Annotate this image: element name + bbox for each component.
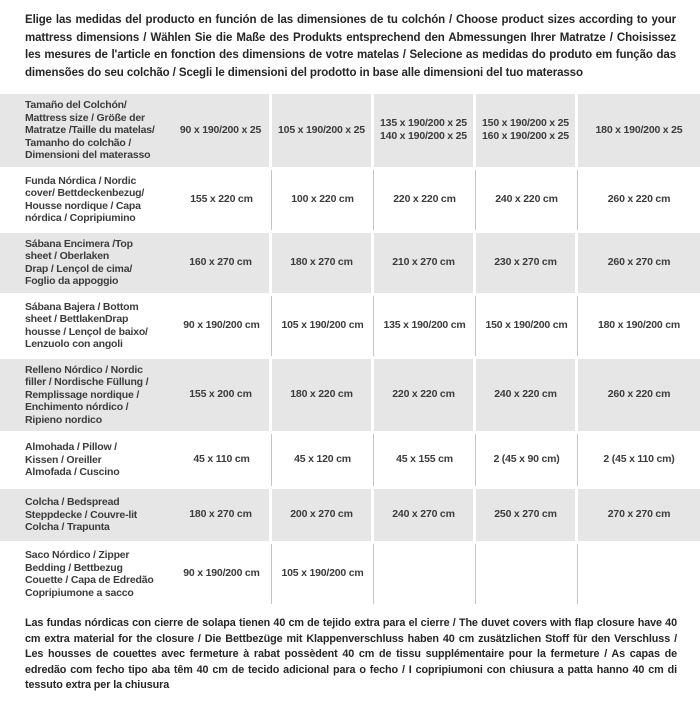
size-cell (476, 544, 578, 604)
size-cell: 155 x 220 cm (172, 170, 272, 230)
table-row (0, 94, 700, 167)
size-cell: 200 x 270 cm (272, 489, 374, 541)
size-cell: 210 x 270 cm (374, 233, 476, 293)
size-cell: 105 x 190/200 cm (272, 544, 374, 604)
size-cell: 135 x 190/200 cm (374, 296, 476, 356)
size-cell: 240 x 220 cm (476, 359, 578, 432)
size-cell: 100 x 220 cm (272, 170, 374, 230)
table-row (0, 489, 700, 541)
size-cell: 270 x 270 cm (578, 489, 700, 541)
size-cell: 240 x 220 cm (476, 170, 578, 230)
size-cell: 105 x 190/200 cm (272, 296, 374, 356)
table-row (0, 359, 700, 432)
size-cell: 180 x 270 cm (272, 233, 374, 293)
size-cell: 220 x 220 cm (374, 359, 476, 432)
size-cell: 45 x 110 cm (172, 434, 272, 486)
footnote-text: Las fundas nórdicas con cierre de solapa tienen 40 cm de tejido extra para el cierre / The duvet covers with flap closure have 40 cm extra material for the closure / Die Bettbezüge mit Klappenverschluss haben 40 cm zusätzlichen Stoff für den Verschluss / Les housses de couettes avec fermeture à rabat possèdent 40 cm de tissu supplémentaire pour la fermeture / As capas de edredão com fecho tipo aba têm 40 cm de tecido adicional para o fecho / I copripiumoni con chiusura a patta hanno 40 cm di tessuto extra per la chiusura (25, 617, 677, 691)
row-label: Almohada / Pillow / Kissen / Oreiller Almofada / Cuscino (0, 434, 172, 486)
table-row (0, 434, 700, 486)
row-label: Tamaño del Colchón/ Mattress size / Größe der Matratze /Taille du matelas/ Tamanho do colchão / Dimensioni del materasso (0, 94, 172, 167)
size-cell (578, 544, 700, 604)
size-table (0, 91, 700, 607)
size-cell: 160 x 270 cm (172, 233, 272, 293)
row-label: Saco Nórdico / Zipper Bedding / Bettbezug Couette / Capa de Edredão Copripiumone a sacco (0, 544, 172, 604)
table-row (0, 170, 700, 230)
size-cell: 45 x 155 cm (374, 434, 476, 486)
size-cell: 180 x 190/200 x 25 (578, 94, 700, 167)
size-cell: 2 (45 x 90 cm) (476, 434, 578, 486)
size-cell: 260 x 220 cm (578, 170, 700, 230)
row-label: Funda Nórdica / Nordic cover/ Bettdeckenbezug/ Housse nordique / Capa nórdica / Copripiumino (0, 170, 172, 230)
size-cell: 180 x 190/200 cm (578, 296, 700, 356)
size-cell: 240 x 270 cm (374, 489, 476, 541)
size-cell: 90 x 190/200 x 25 (172, 94, 272, 167)
size-cell: 105 x 190/200 x 25 (272, 94, 374, 167)
size-cell: 230 x 270 cm (476, 233, 578, 293)
table-row (0, 296, 700, 356)
row-label: Colcha / Bedspread Steppdecke / Couvre-lit Colcha / Trapunta (0, 489, 172, 541)
size-cell: 155 x 200 cm (172, 359, 272, 432)
size-cell: 180 x 220 cm (272, 359, 374, 432)
size-cell: 150 x 190/200 x 25 160 x 190/200 x 25 (476, 94, 578, 167)
table-row (0, 233, 700, 293)
size-cell: 250 x 270 cm (476, 489, 578, 541)
size-cell: 90 x 190/200 cm (172, 296, 272, 356)
size-cell: 260 x 270 cm (578, 233, 700, 293)
size-cell: 135 x 190/200 x 25 140 x 190/200 x 25 (374, 94, 476, 167)
size-cell: 2 (45 x 110 cm) (578, 434, 700, 486)
table-row (0, 544, 700, 604)
row-label: Relleno Nórdico / Nordic filler / Nordische Füllung / Remplissage nordique / Enchimento nórdico / Ripieno nordico (0, 359, 172, 432)
size-cell: 180 x 270 cm (172, 489, 272, 541)
size-cell (374, 544, 476, 604)
size-cell: 260 x 220 cm (578, 359, 700, 432)
size-cell: 150 x 190/200 cm (476, 296, 578, 356)
size-cell: 90 x 190/200 cm (172, 544, 272, 604)
intro-text: Elige las medidas del producto en función de las dimensiones de tu colchón / Choose product sizes according to your mattress dimensions / Wählen Sie die Maße des Produkts entsprechend den Abmessungen Ihrer Matratze / Choisissez les mesures de l'article en fonction des dimensions de votre matelas / Selecione as medidas do produto em função das dimensões do seu colchão / Scegli le dimensioni del prodotto in base alle dimensioni del tuo materasso (25, 14, 676, 79)
row-label: Sábana Bajera / Bottom sheet / BettlakenDrap housse / Lençol de baixo/ Lenzuolo con angoli (0, 296, 172, 356)
size-cell: 45 x 120 cm (272, 434, 374, 486)
size-cell: 220 x 220 cm (374, 170, 476, 230)
row-label: Sábana Encimera /Top sheet / Oberlaken Drap / Lençol de cima/ Foglio da appoggio (0, 233, 172, 293)
